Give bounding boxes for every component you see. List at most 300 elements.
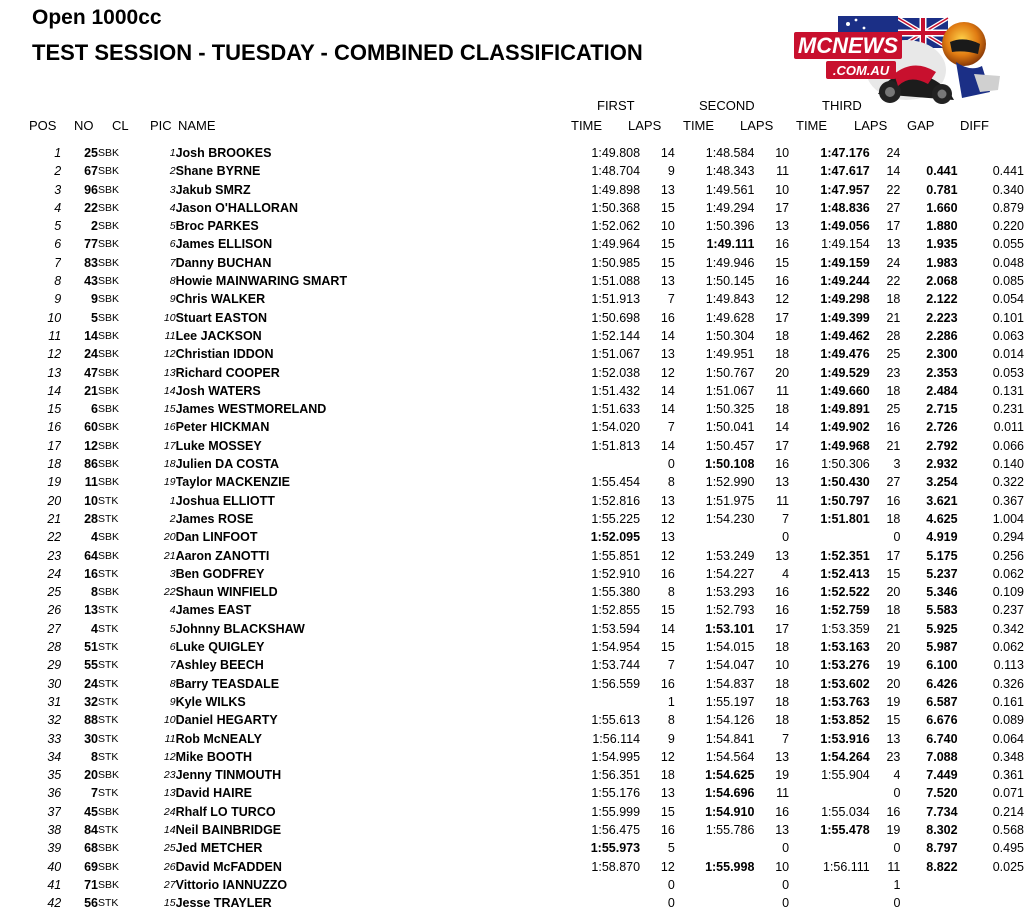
cell-third-laps: 21 <box>886 438 901 453</box>
cell-no: 8 <box>91 749 98 764</box>
table-row <box>0 565 1024 583</box>
cell-gap: 2.300 <box>926 347 958 362</box>
cell-gap: 6.676 <box>926 713 958 728</box>
cell-no: 43 <box>84 274 98 289</box>
table-row <box>0 693 1024 711</box>
cell-third-time: 1:49.476 <box>820 347 870 362</box>
cell-first-laps: 0 <box>667 896 675 911</box>
cell-rider-name: Neil BAINBRIDGE <box>175 822 282 837</box>
cell-second-laps: 13 <box>775 749 790 764</box>
cell-pic: 11 <box>164 732 176 745</box>
cell-third-laps: 20 <box>886 640 901 655</box>
cell-first-time: 1:55.851 <box>591 548 641 563</box>
cell-first-time: 1:51.813 <box>591 438 641 453</box>
cell-second-time: 1:53.249 <box>705 548 755 563</box>
cell-gap: 2.068 <box>926 274 958 289</box>
header-diff: DIFF <box>960 118 989 133</box>
cell-first-laps: 7 <box>667 658 675 673</box>
cell-diff: 0.140 <box>992 457 1024 472</box>
cell-pos: 37 <box>47 804 62 819</box>
cell-no: 45 <box>84 804 98 819</box>
cell-third-time: 1:50.797 <box>820 493 870 508</box>
cell-pos: 7 <box>54 255 62 270</box>
cell-third-time: 1:51.801 <box>820 511 870 526</box>
cell-gap: 8.797 <box>926 841 958 856</box>
cell-rider-name: Barry TEASDALE <box>175 676 280 691</box>
cell-class: SBK <box>98 275 120 288</box>
cell-third-time: 1:53.359 <box>821 621 870 636</box>
cell-pic: 1 <box>169 494 176 507</box>
cell-gap: 5.175 <box>926 548 958 563</box>
cell-diff: 0.131 <box>992 383 1024 398</box>
cell-diff: 0.071 <box>992 786 1024 801</box>
cell-third-time <box>789 876 870 894</box>
cell-second-time: 1:52.793 <box>705 603 755 618</box>
cell-no: 84 <box>84 822 98 837</box>
cell-first-laps: 13 <box>660 786 675 801</box>
cell-no: 12 <box>84 438 98 453</box>
cell-pic: 9 <box>169 293 176 306</box>
table-row <box>0 876 1024 894</box>
cell-first-laps: 18 <box>660 768 675 783</box>
cell-rider-name: David HAIRE <box>175 786 252 801</box>
cell-gap: 4.919 <box>926 530 958 545</box>
cell-pic: 8 <box>169 275 176 288</box>
cell-third-time: 1:53.163 <box>820 640 870 655</box>
cell-first-laps: 15 <box>660 237 675 252</box>
table-row <box>0 821 1024 839</box>
table-row <box>0 528 1024 546</box>
header-third: THIRD <box>822 98 862 113</box>
cell-third-laps: 22 <box>886 274 901 289</box>
cell-first-time: 1:52.062 <box>591 219 641 234</box>
cell-rider-name: Vittorio IANNUZZO <box>175 877 288 892</box>
cell-no: 83 <box>84 255 98 270</box>
header-first: FIRST <box>597 98 635 113</box>
table-row <box>0 418 1024 436</box>
cell-pic: 9 <box>169 695 176 708</box>
cell-class: SBK <box>98 458 120 471</box>
cell-diff <box>958 876 1024 894</box>
cell-first-time: 1:52.816 <box>591 493 641 508</box>
cell-third-laps: 27 <box>886 475 901 490</box>
table-row <box>0 345 1024 363</box>
cell-third-time: 1:53.916 <box>820 731 870 746</box>
cell-second-laps: 18 <box>775 347 790 362</box>
cell-class: SBK <box>98 366 120 379</box>
cell-no: 4 <box>91 530 98 545</box>
cell-third-laps: 15 <box>886 566 901 581</box>
cell-rider-name: Joshua ELLIOTT <box>175 493 275 508</box>
cell-pic: 5 <box>169 220 176 233</box>
cell-third-laps: 24 <box>886 146 901 160</box>
cell-pic: 15 <box>163 403 176 416</box>
cell-first-time: 1:51.913 <box>591 292 641 307</box>
cell-pic: 20 <box>163 531 176 544</box>
cell-pos: 15 <box>47 402 62 417</box>
table-row <box>0 400 1024 418</box>
cell-class: STK <box>98 659 119 672</box>
header-laps2: LAPS <box>740 118 774 133</box>
logo-text: MCNEWS <box>797 33 899 58</box>
cell-first-time: 1:53.594 <box>591 621 641 636</box>
cell-rider-name: Luke MOSSEY <box>175 438 262 453</box>
table-row <box>0 839 1024 857</box>
cell-third-laps: 24 <box>886 255 901 270</box>
cell-class: SBK <box>98 293 120 306</box>
cell-pos: 32 <box>47 713 62 728</box>
cell-second-time: 1:51.975 <box>705 493 755 508</box>
cell-first-time: 1:52.095 <box>590 530 641 545</box>
cell-first-laps: 16 <box>660 822 675 837</box>
cell-class: SBK <box>98 531 120 544</box>
cell-second-time: 1:49.561 <box>705 182 755 197</box>
classification-table <box>0 144 1024 912</box>
cell-pic: 11 <box>164 329 176 342</box>
cell-pos: 35 <box>47 768 62 783</box>
cell-first-time: 1:48.704 <box>591 164 641 179</box>
cell-diff: 0.085 <box>992 274 1024 289</box>
table-row <box>0 784 1024 802</box>
cell-third-laps: 18 <box>886 603 901 618</box>
cell-third-time: 1:49.462 <box>820 328 870 343</box>
cell-second-laps: 7 <box>782 731 790 746</box>
cell-gap: 5.987 <box>926 640 958 655</box>
cell-first-time: 1:55.613 <box>591 713 641 728</box>
cell-first-time: 1:50.368 <box>591 200 641 215</box>
cell-gap <box>900 894 957 912</box>
cell-class: SBK <box>98 147 120 159</box>
cell-first-time: 1:50.698 <box>591 310 641 325</box>
cell-second-time: 1:54.047 <box>705 658 755 673</box>
header-no: NO <box>74 118 94 133</box>
cell-diff: 0.361 <box>992 768 1024 783</box>
cell-class: STK <box>98 787 119 800</box>
cell-first-laps: 12 <box>660 749 675 764</box>
cell-rider-name: James ELLISON <box>175 237 273 252</box>
cell-second-laps: 10 <box>775 146 790 160</box>
cell-gap: 2.932 <box>926 457 958 472</box>
cell-diff: 0.062 <box>992 566 1024 581</box>
table-row <box>0 382 1024 400</box>
cell-diff: 0.011 <box>993 420 1024 435</box>
cell-first-time: 1:55.380 <box>591 585 641 600</box>
cell-class: SBK <box>98 805 120 818</box>
table-row <box>0 272 1024 290</box>
cell-first-laps: 5 <box>667 841 675 856</box>
cell-rider-name: Peter HICKMAN <box>175 420 270 435</box>
cell-first-time: 1:49.898 <box>591 182 641 197</box>
cell-second-time: 1:54.837 <box>705 676 755 691</box>
cell-class: SBK <box>98 439 120 452</box>
cell-rider-name: Lee JACKSON <box>175 328 262 343</box>
cell-first-laps: 15 <box>660 804 675 819</box>
cell-pic: 12 <box>163 750 176 763</box>
cell-second-time: 1:54.227 <box>705 566 755 581</box>
cell-pos: 22 <box>47 530 62 545</box>
cell-first-time: 1:49.964 <box>591 237 641 252</box>
cell-diff: 0.256 <box>992 548 1024 563</box>
cell-diff: 0.441 <box>992 164 1024 179</box>
cell-gap: 7.088 <box>926 749 958 764</box>
cell-first-laps: 14 <box>660 402 675 417</box>
cell-second-laps: 10 <box>775 182 790 197</box>
table-row <box>0 327 1024 345</box>
table-row <box>0 748 1024 766</box>
cell-rider-name: Shaun WINFIELD <box>175 585 278 600</box>
cell-first-time: 1:56.475 <box>591 822 641 837</box>
cell-third-time: 1:48.836 <box>820 200 870 215</box>
cell-gap <box>900 876 957 894</box>
cell-third-laps: 0 <box>893 530 901 545</box>
cell-rider-name: Howie MAINWARING SMART <box>175 274 348 289</box>
cell-third-time: 1:49.399 <box>820 310 870 325</box>
cell-second-time: 1:50.145 <box>705 274 755 289</box>
cell-first-laps: 14 <box>660 383 675 398</box>
cell-second-laps: 18 <box>775 713 790 728</box>
cell-third-laps: 21 <box>886 310 901 325</box>
table-row <box>0 437 1024 455</box>
table-row <box>0 620 1024 638</box>
cell-first-laps: 14 <box>660 146 675 160</box>
table-row <box>0 656 1024 674</box>
cell-pos: 13 <box>47 365 62 380</box>
cell-rider-name: Taylor MACKENZIE <box>175 475 290 490</box>
cell-second-time: 1:51.067 <box>705 383 755 398</box>
cell-pic: 14 <box>163 823 176 836</box>
cell-pos: 29 <box>47 658 62 673</box>
cell-class: STK <box>98 695 119 708</box>
cell-first-time: 1:51.432 <box>591 383 641 398</box>
cell-rider-name: Stuart EASTON <box>175 310 268 325</box>
cell-third-laps: 16 <box>886 420 901 435</box>
cell-pic: 1 <box>169 147 176 159</box>
cell-third-laps: 27 <box>886 200 901 215</box>
cell-third-laps: 16 <box>886 493 901 508</box>
cell-first-laps: 13 <box>660 493 675 508</box>
cell-gap: 5.346 <box>926 585 958 600</box>
cell-second-laps: 18 <box>775 640 790 655</box>
cell-gap: 1.880 <box>926 219 958 234</box>
table-row <box>0 364 1024 382</box>
table-row <box>0 711 1024 729</box>
cell-second-time <box>675 876 755 894</box>
cell-third-laps: 21 <box>886 621 901 636</box>
cell-class: STK <box>98 641 119 654</box>
cell-third-time: 1:52.759 <box>820 603 870 618</box>
cell-first-laps: 7 <box>667 292 675 307</box>
cell-gap: 7.734 <box>926 804 958 819</box>
cell-pos: 34 <box>47 749 62 764</box>
cell-rider-name: Richard COOPER <box>175 365 280 380</box>
cell-diff: 0.214 <box>992 804 1024 819</box>
cell-rider-name: Daniel HEGARTY <box>175 713 278 728</box>
cell-gap: 1.983 <box>926 255 958 270</box>
cell-rider-name: Broc PARKES <box>175 219 259 234</box>
table-row <box>0 309 1024 327</box>
cell-pic: 13 <box>163 787 176 800</box>
header-laps3: LAPS <box>854 118 888 133</box>
cell-first-laps: 14 <box>660 438 675 453</box>
cell-third-time: 1:49.159 <box>820 255 870 270</box>
cell-diff: 0.568 <box>992 822 1024 837</box>
cell-rider-name: Mike BOOTH <box>175 749 252 764</box>
cell-class: SBK <box>98 769 120 782</box>
cell-no: 7 <box>91 786 98 801</box>
cell-diff: 0.294 <box>992 530 1024 545</box>
cell-second-time: 1:48.584 <box>705 146 755 160</box>
cell-pic: 2 <box>169 165 176 178</box>
cell-no: 25 <box>84 146 98 160</box>
cell-no: 22 <box>84 200 98 215</box>
cell-third-laps: 19 <box>886 658 901 673</box>
cell-first-laps: 9 <box>667 731 675 746</box>
cell-second-time: 1:49.843 <box>705 292 755 307</box>
cell-second-laps: 0 <box>782 877 790 892</box>
cell-first-laps: 1 <box>667 694 675 709</box>
cell-second-laps: 20 <box>775 365 790 380</box>
cell-third-laps: 3 <box>893 457 901 472</box>
cell-first-time: 1:52.038 <box>591 365 641 380</box>
table-row <box>0 455 1024 473</box>
table-row <box>0 583 1024 601</box>
cell-first-laps: 7 <box>667 420 675 435</box>
cell-pos: 21 <box>47 511 62 526</box>
cell-second-laps: 16 <box>775 804 790 819</box>
cell-pos: 36 <box>47 786 62 801</box>
cell-first-laps: 13 <box>660 274 675 289</box>
cell-diff: 0.237 <box>992 603 1024 618</box>
cell-diff: 0.089 <box>992 713 1024 728</box>
cell-class: STK <box>98 677 119 690</box>
header-time1: TIME <box>571 118 603 133</box>
cell-third-time: 1:55.904 <box>821 768 870 783</box>
cell-no: 96 <box>84 182 98 197</box>
table-row <box>0 492 1024 510</box>
cell-gap: 2.286 <box>926 328 958 343</box>
cell-pos: 23 <box>47 548 62 563</box>
cell-first-laps: 13 <box>660 347 675 362</box>
cell-pos: 1 <box>54 146 62 160</box>
cell-pic: 6 <box>169 238 176 251</box>
header-gap: GAP <box>907 118 935 133</box>
cell-second-time: 1:54.910 <box>705 804 755 819</box>
table-row <box>0 858 1024 876</box>
cell-second-laps: 13 <box>775 822 790 837</box>
cell-diff: 0.495 <box>992 841 1024 856</box>
cell-first-laps: 12 <box>660 859 675 874</box>
cell-pos: 33 <box>47 731 62 746</box>
cell-pic: 5 <box>169 622 176 635</box>
cell-third-laps: 18 <box>886 292 901 307</box>
cell-second-laps: 17 <box>775 200 790 215</box>
cell-second-time: 1:55.786 <box>705 822 755 837</box>
cell-first-laps: 15 <box>660 255 675 270</box>
cell-first-time: 1:52.144 <box>591 328 641 343</box>
cell-third-laps: 11 <box>887 859 901 874</box>
cell-pos: 28 <box>47 640 62 655</box>
cell-pic: 7 <box>169 659 176 672</box>
cell-no: 71 <box>84 877 98 892</box>
cell-diff: 0.340 <box>992 182 1024 197</box>
cell-third-time: 1:53.602 <box>820 676 870 691</box>
table-row <box>0 473 1024 491</box>
cell-third-time: 1:52.413 <box>820 566 870 581</box>
cell-rider-name: Luke QUIGLEY <box>175 640 265 655</box>
cell-rider-name: Shane BYRNE <box>175 164 261 179</box>
cell-gap: 2.792 <box>926 438 958 453</box>
cell-rider-name: David McFADDEN <box>175 859 282 874</box>
table-row <box>0 803 1024 821</box>
cell-first-time: 1:55.973 <box>590 841 641 856</box>
cell-first-time: 1:52.910 <box>591 566 641 581</box>
cell-first-laps: 15 <box>660 200 675 215</box>
cell-pic: 4 <box>169 201 176 214</box>
cell-second-time: 1:50.396 <box>705 219 755 234</box>
cell-first-time: 1:51.088 <box>591 274 641 289</box>
cell-class: SBK <box>98 878 120 891</box>
cell-third-time: 1:49.891 <box>820 402 870 417</box>
cell-third-time: 1:52.522 <box>820 585 870 600</box>
cell-second-laps: 16 <box>775 237 790 252</box>
cell-third-time <box>789 784 870 802</box>
cell-first-laps: 8 <box>667 585 675 600</box>
cell-second-laps: 19 <box>775 768 790 783</box>
cell-pos: 31 <box>47 694 62 709</box>
cell-diff: 0.055 <box>992 237 1024 252</box>
cell-rider-name: Josh WATERS <box>175 383 261 398</box>
cell-class: STK <box>98 897 119 910</box>
cell-second-time: 1:52.990 <box>705 475 755 490</box>
cell-second-laps: 14 <box>775 420 790 435</box>
cell-first-time: 1:55.225 <box>591 511 641 526</box>
table-row <box>0 290 1024 308</box>
cell-diff: 0.348 <box>992 749 1024 764</box>
cell-first-time: 1:54.954 <box>591 640 641 655</box>
cell-rider-name: Johnny BLACKSHAW <box>175 621 305 636</box>
cell-second-time: 1:50.041 <box>705 420 755 435</box>
cell-rider-name: Ashley BEECH <box>175 658 264 673</box>
cell-second-time: 1:50.457 <box>705 438 755 453</box>
cell-first-laps: 14 <box>660 621 675 636</box>
cell-no: 68 <box>84 841 98 856</box>
cell-diff: 0.014 <box>992 347 1024 362</box>
cell-third-time: 1:49.902 <box>820 420 870 435</box>
table-row <box>0 766 1024 784</box>
cell-first-laps: 13 <box>660 182 675 197</box>
cell-third-laps: 16 <box>886 804 901 819</box>
cell-pos: 4 <box>54 200 62 215</box>
cell-third-laps: 22 <box>886 182 901 197</box>
cell-no: 30 <box>84 731 98 746</box>
cell-third-laps: 0 <box>893 786 901 801</box>
cell-second-laps: 0 <box>782 896 790 911</box>
cell-pos: 40 <box>47 859 62 874</box>
cell-second-time: 1:54.230 <box>705 511 755 526</box>
cell-no: 88 <box>84 713 98 728</box>
cell-third-time: 1:53.852 <box>820 713 870 728</box>
cell-first-time: 1:54.020 <box>591 420 641 435</box>
cell-no: 6 <box>91 402 98 417</box>
cell-pic: 22 <box>163 586 176 599</box>
cell-diff: 0.048 <box>992 255 1024 270</box>
cell-third-laps: 1 <box>893 877 901 892</box>
header-name: NAME <box>178 118 216 133</box>
cell-first-laps: 12 <box>660 511 675 526</box>
header-second: SECOND <box>699 98 755 113</box>
cell-gap: 8.302 <box>926 822 958 837</box>
table-row <box>0 547 1024 565</box>
